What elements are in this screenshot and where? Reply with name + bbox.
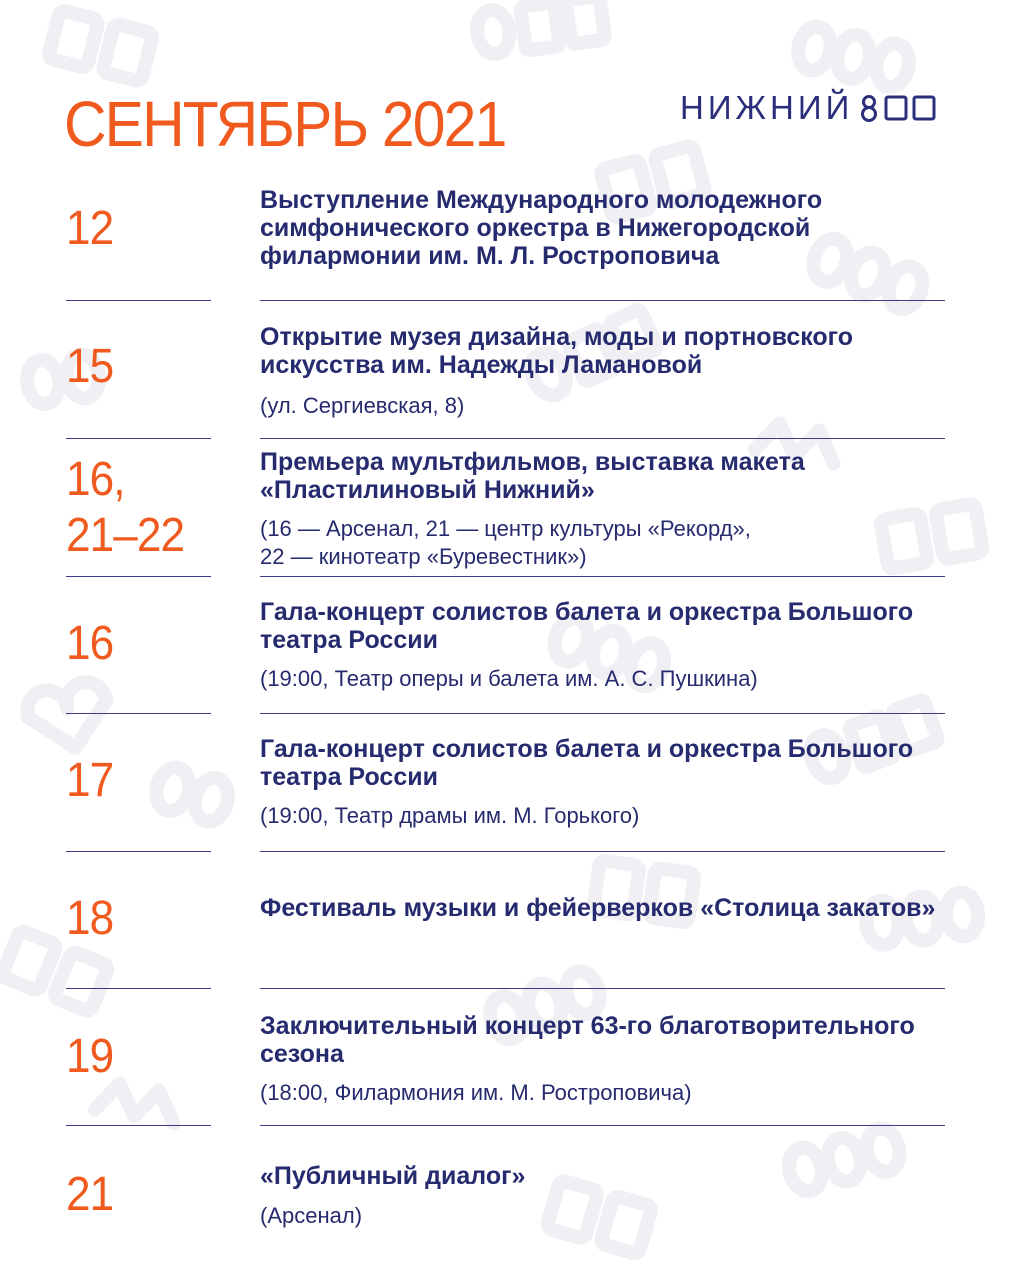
event-date: 19 xyxy=(66,1030,114,1083)
divider xyxy=(66,851,211,852)
event-date: 17 xyxy=(66,754,114,807)
event-date: 18 xyxy=(66,892,114,945)
divider xyxy=(66,1125,211,1126)
divider xyxy=(260,438,945,439)
event-place: (19:00, Театр драмы им. М. Горького) xyxy=(260,803,640,828)
divider xyxy=(66,300,211,301)
page-title: СЕНТЯБРЬ 2021 xyxy=(64,88,506,160)
divider xyxy=(260,576,945,577)
event-title: Фестиваль музыки и фейерверков «Столица закатов» xyxy=(260,894,936,922)
event-place: (19:00, Театр оперы и балета им. А. С. Пушкина) xyxy=(260,666,758,691)
brand-text: НИЖНИЙ xyxy=(680,89,854,126)
event-place: (18:00, Филармония им. М. Ростроповича) xyxy=(260,1080,692,1105)
divider xyxy=(66,438,211,439)
divider xyxy=(66,713,211,714)
divider xyxy=(66,988,211,989)
event-date: 16 xyxy=(66,617,114,670)
event-date: 16, 21–22 xyxy=(66,453,185,562)
brand-number xyxy=(859,94,939,122)
event-title: Гала-концерт солистов балета и оркестра Большого театра России xyxy=(260,598,914,654)
divider xyxy=(260,1125,945,1126)
event-date: 15 xyxy=(66,340,114,393)
event-place: (ул. Сергиевская, 8) xyxy=(260,393,465,418)
event-place: (16 — Арсенал, 21 — центр культуры «Рекорд», 22 — кинотеатр «Буревестник») xyxy=(260,516,751,569)
divider xyxy=(260,851,945,852)
divider xyxy=(66,576,211,577)
event-place: (Арсенал) xyxy=(260,1203,363,1228)
event-date: 12 xyxy=(66,202,114,255)
divider xyxy=(260,988,945,989)
divider xyxy=(260,300,945,301)
event-title: Гала-концерт солистов балета и оркестра Большого театра России xyxy=(260,735,914,791)
brand-logo xyxy=(680,88,939,128)
event-date: 21 xyxy=(66,1168,114,1221)
event-title: «Публичный диалог» xyxy=(260,1162,526,1190)
event-title: Выступление Международного молодежного симфонического оркестра в Нижегородской филармонии им. М. Л. Ростроповича xyxy=(260,186,823,270)
brand-800-icon xyxy=(859,94,939,122)
divider xyxy=(260,713,945,714)
event-title: Премьера мультфильмов, выставка макета «Пластилиновый Нижний» xyxy=(260,448,805,504)
event-title: Открытие музея дизайна, моды и портновского искусства им. Надежды Ламановой xyxy=(260,323,854,379)
event-title: Заключительный концерт 63-го благотворительного сезона xyxy=(260,1012,915,1068)
